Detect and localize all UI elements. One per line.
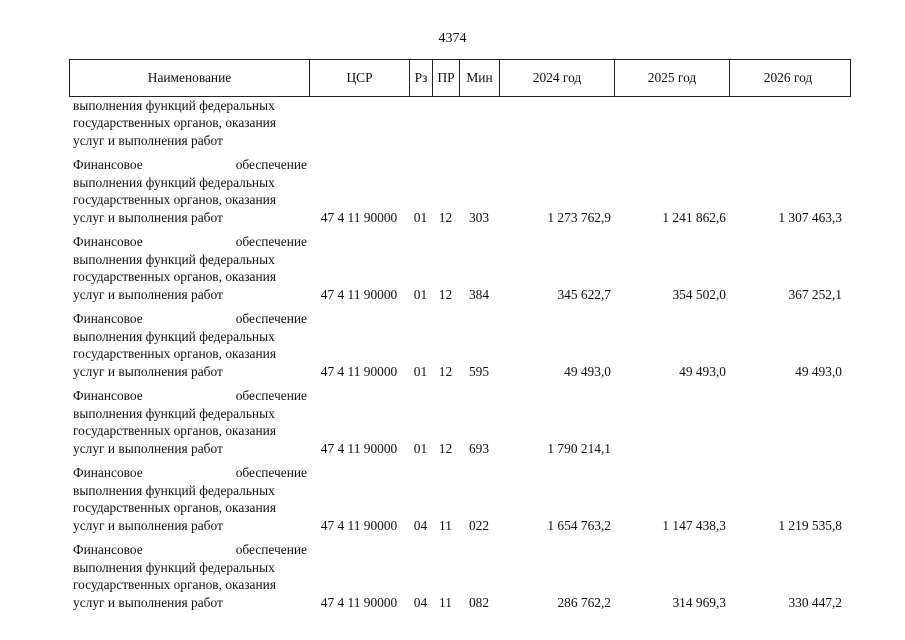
table-row [69, 149, 851, 226]
cell-rz: 01 [413, 286, 428, 302]
table-row [69, 226, 851, 303]
cell-pr: 12 [438, 209, 453, 225]
cell-rz: 04 [413, 517, 428, 533]
cell-2026: 49 493,0 [795, 363, 842, 379]
row-name [69, 233, 309, 303]
cell-2024: 1 790 214,1 [547, 440, 611, 456]
cell-2024: 286 762,2 [557, 594, 611, 610]
header-csr: ЦСР [310, 60, 410, 96]
cell-2024: 1 273 762,9 [547, 209, 611, 225]
name-line: выполнения функций федеральных [73, 174, 275, 190]
name-line: выполнения функций федеральных [73, 482, 275, 498]
name-line: выполнения функций федеральных [73, 98, 275, 113]
header-2026: 2026 год [763, 70, 813, 85]
name-line: государственных органов, оказания [73, 423, 276, 439]
cell-2026: 330 447,2 [788, 594, 842, 610]
cell-2026: 1 219 535,8 [778, 517, 842, 533]
name-line: выполнения функций федеральных [73, 559, 275, 575]
name-line: Финансовое обеспечение [73, 542, 307, 558]
cell-2024: 1 654 763,2 [547, 517, 611, 533]
table-row-continuation [69, 97, 851, 149]
cell-2025: 314 969,3 [672, 594, 726, 610]
cell-min: 384 [468, 286, 490, 302]
cell-2024: 49 493,0 [564, 363, 611, 379]
cell-min: 082 [468, 594, 490, 610]
table-body [69, 97, 851, 611]
cell-min: 303 [468, 209, 490, 225]
name-line: услуг и выполнения работ [73, 132, 223, 148]
header-2024: 2024 год [500, 60, 615, 96]
name-line: услуг и выполнения работ [73, 594, 223, 610]
cell-2024: 345 622,7 [557, 286, 611, 302]
cell-csr: 47 4 11 90000 [320, 517, 398, 533]
cell-csr: 47 4 11 90000 [320, 363, 398, 379]
cell-pr: 12 [438, 363, 453, 379]
page-number: 4374 [438, 31, 467, 46]
row-name [69, 97, 309, 149]
name-line: Финансовое обеспечение [73, 234, 307, 250]
name-line: услуг и выполнения работ [73, 363, 223, 379]
name-line: Финансовое обеспечение [73, 157, 307, 173]
cell-rz: 01 [413, 209, 428, 225]
name-line: государственных органов, оказания [73, 115, 276, 131]
row-name [69, 387, 309, 457]
cell-2026: 1 307 463,3 [778, 209, 842, 225]
cell-pr: 11 [439, 517, 452, 533]
cell-pr: 12 [438, 440, 453, 456]
name-line: государственных органов, оказания [73, 192, 276, 208]
name-line: государственных органов, оказания [73, 577, 276, 593]
cell-csr: 47 4 11 90000 [320, 209, 398, 225]
cell-csr: 47 4 11 90000 [320, 440, 398, 456]
cell-csr: 47 4 11 90000 [320, 594, 398, 610]
row-name [69, 156, 309, 226]
name-line: выполнения функций федеральных [73, 251, 275, 267]
cell-2025: 1 241 862,6 [662, 209, 726, 225]
name-line: выполнения функций федеральных [73, 328, 275, 344]
cell-min: 022 [468, 517, 490, 533]
cell-pr: 12 [438, 286, 453, 302]
header-rz: Рз [410, 60, 433, 96]
header-min: Мин [460, 60, 500, 96]
cell-min: 693 [468, 440, 490, 456]
name-line: государственных органов, оказания [73, 269, 276, 285]
cell-pr: 11 [439, 594, 452, 610]
table-row [69, 303, 851, 380]
table-row [69, 534, 851, 611]
row-name [69, 464, 309, 534]
header-pr: ПР [433, 60, 460, 96]
table-row [69, 380, 851, 457]
header-name: Наименование [70, 60, 310, 96]
name-line: государственных органов, оказания [73, 346, 276, 362]
name-line: выполнения функций федеральных [73, 405, 275, 421]
name-line: государственных органов, оказания [73, 500, 276, 516]
table-row [69, 457, 851, 534]
name-line: Финансовое обеспечение [73, 311, 307, 327]
name-line: услуг и выполнения работ [73, 286, 223, 302]
name-line: услуг и выполнения работ [73, 440, 223, 456]
cell-csr: 47 4 11 90000 [320, 286, 398, 302]
cell-2025: 354 502,0 [672, 286, 726, 302]
cell-2025: 1 147 438,3 [662, 517, 726, 533]
cell-2025: 49 493,0 [679, 363, 726, 379]
cell-min: 595 [468, 363, 490, 379]
cell-rz: 01 [413, 363, 428, 379]
cell-2026: 367 252,1 [788, 286, 842, 302]
header-2025: 2025 год [615, 60, 730, 96]
cell-rz: 01 [413, 440, 428, 456]
name-line: Финансовое обеспечение [73, 388, 307, 404]
cell-rz: 04 [413, 594, 428, 610]
table-header [69, 59, 851, 97]
row-name [69, 310, 309, 380]
name-line: Финансовое обеспечение [73, 465, 307, 481]
name-line: услуг и выполнения работ [73, 517, 223, 533]
name-line: услуг и выполнения работ [73, 209, 223, 225]
row-name [69, 541, 309, 611]
